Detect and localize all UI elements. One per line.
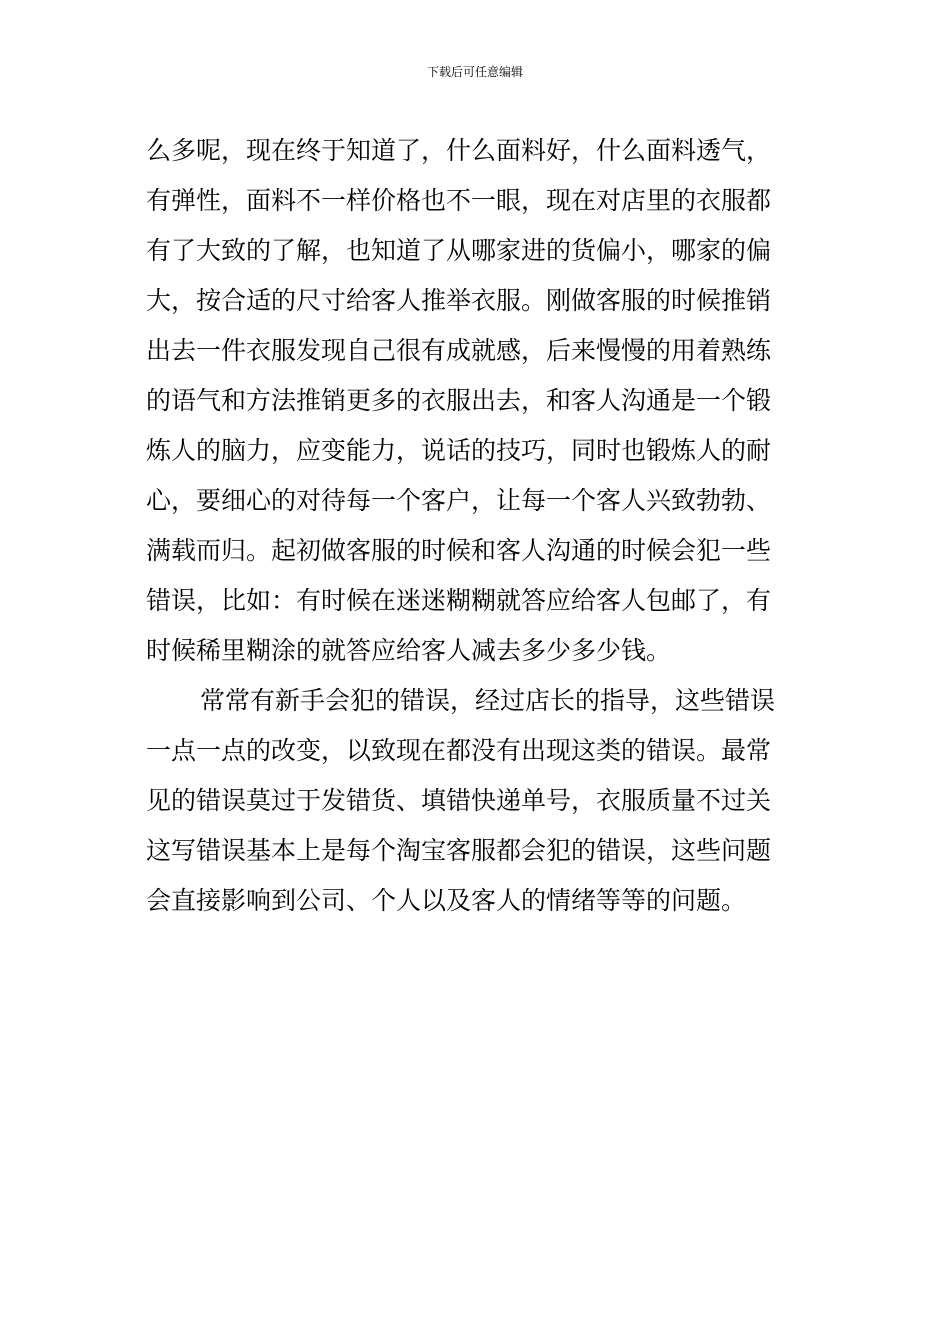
text-line: 出去一件衣服发现自己很有成就感，后来慢慢的用着熟练 xyxy=(146,336,772,365)
text-line: 有了大致的了解，也知道了从哪家进的货偏小，哪家的偏 xyxy=(146,236,772,265)
page-header: 下载后可任意编辑 xyxy=(426,65,523,79)
text-line: 错误，比如：有时候在迷迷糊糊就答应给客人包邮了，有 xyxy=(146,586,772,615)
text-line: 的语气和方法推销更多的衣服出去，和客人沟通是一个锻 xyxy=(146,386,772,415)
text-line: 么多呢，现在终于知道了，什么面料好，什么面料透气， xyxy=(146,136,772,165)
document-body xyxy=(146,126,814,926)
text-line: 见的错误莫过于发错货、填错快递单号，衣服质量不过关 xyxy=(146,786,772,815)
text-line: 满载而归。起初做客服的时候和客人沟通的时候会犯一些 xyxy=(146,536,772,565)
text-line: 常常有新手会犯的错误，经过店长的指导，这些错误 xyxy=(200,686,776,715)
text-line: 炼人的脑力，应变能力，说话的技巧，同时也锻炼人的耐 xyxy=(146,436,772,465)
paragraph xyxy=(146,126,814,676)
text-line: 大，按合适的尺寸给客人推举衣服。刚做客服的时候推销 xyxy=(146,286,772,315)
text-line: 时候稀里糊涂的就答应给客人减去多少多少钱。 xyxy=(146,636,672,665)
text-line: 会直接影响到公司、个人以及客人的情绪等等的问题。 xyxy=(146,886,747,915)
paragraph xyxy=(146,676,814,926)
text-line: 有弹性，面料不一样价格也不一眼，现在对店里的衣服都 xyxy=(146,186,772,215)
text-line: 心，要细心的对待每一个客户，让每一个客人兴致勃勃、 xyxy=(146,486,772,515)
text-line: 一点一点的改变，以致现在都没有出现这类的错误。最常 xyxy=(146,736,772,765)
text-line: 这写错误基本上是每个淘宝客服都会犯的错误，这些问题 xyxy=(146,836,772,865)
